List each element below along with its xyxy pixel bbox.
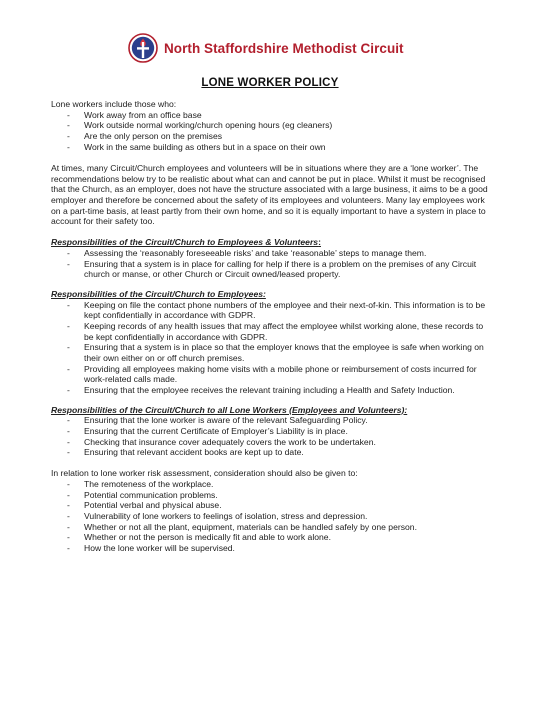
list-item: - Keeping on file the contact phone numbers of the employee and their next-of-kin. This information is to be kept confidentially in accordance with GDPR. (51, 300, 495, 321)
list-item: - Work outside normal working/church opening hours (eg cleaners) (51, 120, 495, 131)
list-item: - Are the only person on the premises (51, 131, 495, 142)
list-item: - Potential verbal and physical abuse. (51, 500, 495, 511)
list-item: - Ensuring that the employee receives the relevant training including a Health and Safety Induction. (51, 385, 495, 396)
page-title: LONE WORKER POLICY (201, 77, 339, 89)
list-item: - Ensuring that a system is in place for calling for help if there is a problem on the premises of any Circuit church or manse, or other Church or Circuit owned/leased property. (51, 259, 495, 280)
assessment-lead: In relation to lone worker risk assessment, consideration should also be given to: (51, 468, 358, 479)
list-item: - Whether or not the person is medically fit and able to work alone. (51, 532, 495, 543)
list-item: - Providing all employees making home visits with a mobile phone or reimbursement of costs incurred for work-related calls made. (51, 364, 495, 385)
section-heading-all-lone-workers: Responsibilities of the Circuit/Church to all Lone Workers (Employees and Volunteers): (51, 404, 408, 415)
list-item: - Assessing the ‘reasonably foreseeable risks’ and take ‘reasonable’ steps to manage them. (51, 248, 495, 259)
organisation-name: North Staffordshire Methodist Circuit (164, 40, 404, 56)
section-heading-text: Responsibilities of the Circuit/Church to Employees & Volunteers (51, 237, 319, 248)
list-item: - Ensuring that the current Certificate of Employer’s Liability is in place. (51, 426, 495, 437)
document-header (128, 33, 404, 63)
list-item: - Keeping records of any health issues that may affect the employee whilst working alone, these records to be kept confidentially in accordance with GDPR. (51, 321, 495, 342)
methodist-cross-and-flame-logo-icon (128, 33, 158, 63)
section-list-employees (51, 300, 495, 396)
document-body (51, 99, 495, 554)
section-heading-employees: Responsibilities of the Circuit/Church to Employees: (51, 289, 266, 300)
list-item: - Potential communication problems. (51, 490, 495, 501)
list-item: - Work in the same building as others but in a space on their own (51, 142, 495, 153)
lone-worker-types-list (51, 110, 495, 153)
risk-assessment-list (51, 479, 495, 554)
list-item: - Ensuring that the lone worker is aware of the relevant Safeguarding Policy. (51, 415, 495, 426)
list-item: - Ensuring that relevant accident books are kept up to date. (51, 447, 495, 458)
section-list-employees-volunteers (51, 248, 495, 280)
list-item: - Ensuring that a system is in place so that the employer knows that the employee is safe when working on their own either on or off church premises. (51, 342, 495, 363)
context-paragraph: At times, many Circuit/Church employees and volunteers will be in situations where they are a ‘lone worker’. The recommendations below try to be realistic about what can and cannot be put in place. Whilst it must be recognised that the Church, as an employer, does not have the structure associated with a large business, it aims to be a good employer and therefore be concerned about the safety of its employees and volunteers. Many lay employees work on a part-time basis, at least partly from their own home, and so it is equally important to have a system in place to account for their safety too. (51, 162, 488, 227)
list-item: - Work away from an office base (51, 110, 495, 121)
list-item: - How the lone worker will be supervised. (51, 543, 495, 554)
section-heading-suffix: : (318, 237, 321, 248)
section-heading-employees-volunteers (51, 237, 495, 248)
list-item: - Whether or not all the plant, equipment, materials can be handled safely by one person. (51, 522, 495, 533)
intro-lead: Lone workers include those who: (51, 99, 177, 109)
list-item: - Vulnerability of lone workers to feelings of isolation, stress and depression. (51, 511, 495, 522)
section-list-all-lone-workers (51, 415, 495, 458)
list-item: - The remoteness of the workplace. (51, 479, 495, 490)
list-item: - Checking that insurance cover adequately covers the work to be undertaken. (51, 437, 495, 448)
